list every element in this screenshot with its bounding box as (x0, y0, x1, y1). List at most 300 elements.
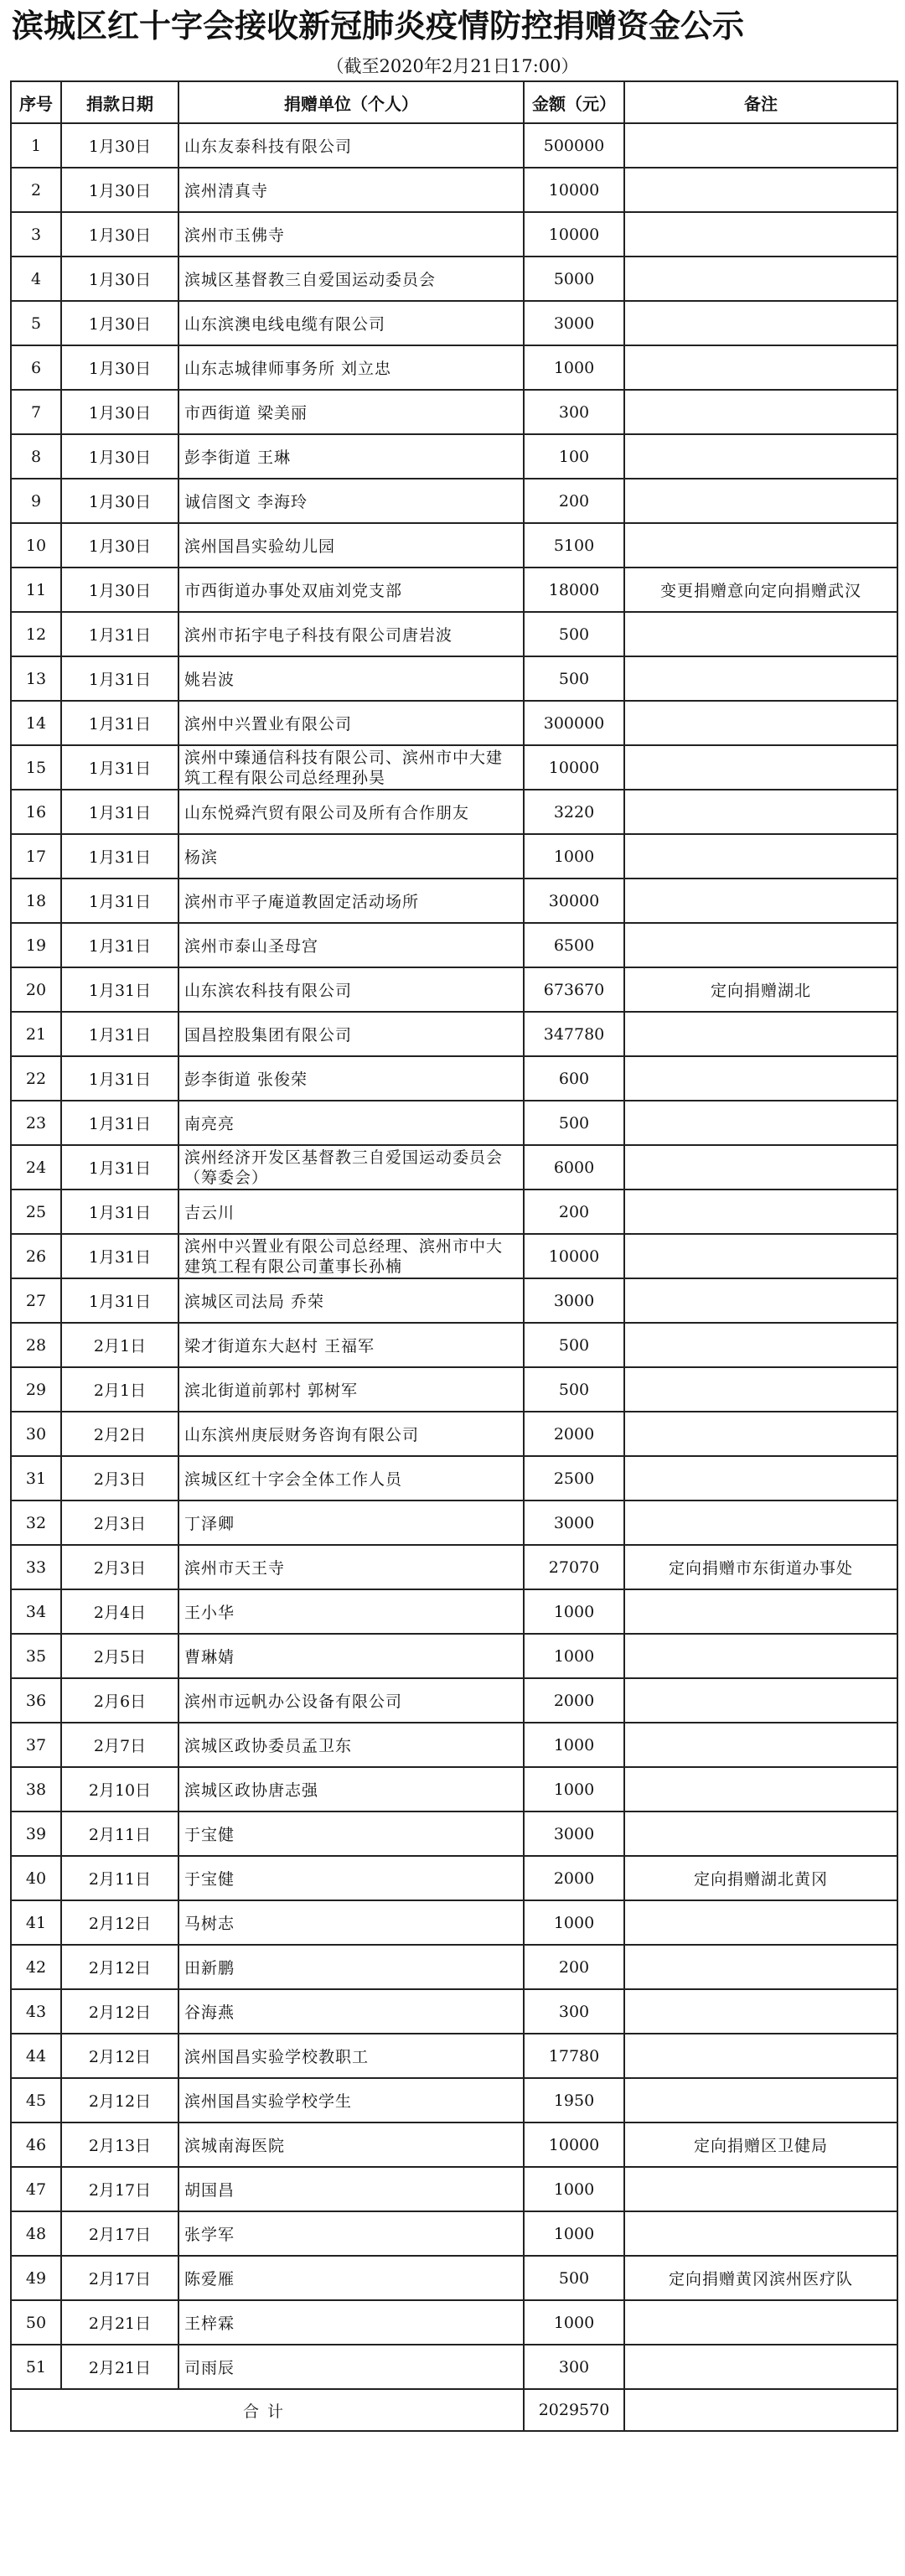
row-note (624, 1900, 897, 1945)
row-note (624, 1190, 897, 1234)
table-row (11, 2300, 897, 2345)
row-date: 2月5日 (61, 1634, 178, 1678)
row-donor: 田新鹏 (178, 1945, 524, 1989)
row-date: 2月1日 (61, 1323, 178, 1367)
row-amount: 10000 (524, 1234, 624, 1278)
row-donor: 滨州中臻通信科技有限公司、滨州市中大建筑工程有限公司总经理孙昊 (178, 745, 524, 790)
row-donor: 国昌控股集团有限公司 (178, 1012, 524, 1056)
row-number: 38 (11, 1767, 61, 1811)
row-note (624, 345, 897, 390)
row-number: 18 (11, 879, 61, 923)
table-row (11, 1634, 897, 1678)
row-donor: 滨州市拓宇电子科技有限公司唐岩波 (178, 612, 524, 656)
row-amount: 10000 (524, 2122, 624, 2167)
row-note: 定向捐赠湖北 (624, 967, 897, 1012)
row-date: 2月3日 (61, 1456, 178, 1501)
row-number: 49 (11, 2256, 61, 2300)
row-date: 2月12日 (61, 1900, 178, 1945)
row-amount: 3000 (524, 1811, 624, 1856)
row-date: 1月31日 (61, 1145, 178, 1190)
row-number: 17 (11, 834, 61, 879)
row-number: 32 (11, 1501, 61, 1545)
row-donor: 张学军 (178, 2211, 524, 2256)
table-body (11, 123, 897, 2389)
row-date: 1月31日 (61, 1190, 178, 1234)
row-donor: 杨滨 (178, 834, 524, 879)
row-amount: 3000 (524, 1501, 624, 1545)
row-amount: 500 (524, 612, 624, 656)
row-note (624, 2211, 897, 2256)
row-date: 1月31日 (61, 967, 178, 1012)
table-row (11, 1811, 897, 1856)
table-row (11, 2256, 897, 2300)
row-number: 33 (11, 1545, 61, 1589)
row-amount: 1000 (524, 2167, 624, 2211)
table-row (11, 1234, 897, 1278)
row-date: 1月30日 (61, 434, 178, 479)
row-donor: 胡国昌 (178, 2167, 524, 2211)
row-amount: 500 (524, 1323, 624, 1367)
row-date: 2月3日 (61, 1545, 178, 1589)
table-row (11, 2167, 897, 2211)
row-date: 1月30日 (61, 123, 178, 168)
table-row (11, 1900, 897, 1945)
table-row (11, 1323, 897, 1367)
row-date: 1月31日 (61, 656, 178, 701)
row-number: 46 (11, 2122, 61, 2167)
row-date: 2月3日 (61, 1501, 178, 1545)
table-row (11, 568, 897, 612)
table-row (11, 701, 897, 745)
row-date: 1月31日 (61, 1056, 178, 1101)
row-note (624, 123, 897, 168)
row-note: 定向捐赠黄冈滨州医疗队 (624, 2256, 897, 2300)
row-donor: 滨州市泰山圣母宫 (178, 923, 524, 967)
row-number: 27 (11, 1278, 61, 1323)
row-donor: 滨城区司法局 乔荣 (178, 1278, 524, 1323)
row-date: 1月30日 (61, 212, 178, 257)
row-note: 变更捐赠意向定向捐赠武汉 (624, 568, 897, 612)
row-date: 1月30日 (61, 168, 178, 212)
row-number: 21 (11, 1012, 61, 1056)
row-donor: 滨城区红十字会全体工作人员 (178, 1456, 524, 1501)
table-row (11, 1456, 897, 1501)
row-number: 37 (11, 1723, 61, 1767)
table-row (11, 1056, 897, 1101)
row-donor: 滨州市远帆办公设备有限公司 (178, 1678, 524, 1723)
row-number: 25 (11, 1190, 61, 1234)
row-amount: 3000 (524, 1278, 624, 1323)
table-row (11, 345, 897, 390)
row-number: 8 (11, 434, 61, 479)
row-number: 10 (11, 523, 61, 568)
table-row (11, 745, 897, 790)
row-number: 31 (11, 1456, 61, 1501)
table-row (11, 2078, 897, 2122)
row-number: 51 (11, 2345, 61, 2389)
row-number: 12 (11, 612, 61, 656)
table-row (11, 257, 897, 301)
table-row (11, 434, 897, 479)
row-note (624, 1767, 897, 1811)
row-date: 1月30日 (61, 523, 178, 568)
row-note: 定向捐赠区卫健局 (624, 2122, 897, 2167)
row-donor: 山东滨州庚辰财务咨询有限公司 (178, 1412, 524, 1456)
row-number: 43 (11, 1989, 61, 2034)
row-number: 5 (11, 301, 61, 345)
table-row (11, 1501, 897, 1545)
row-donor: 滨州市天王寺 (178, 1545, 524, 1589)
row-note (624, 301, 897, 345)
row-date: 2月7日 (61, 1723, 178, 1767)
row-donor: 司雨辰 (178, 2345, 524, 2389)
row-note (624, 701, 897, 745)
row-note: 定向捐赠湖北黄冈 (624, 1856, 897, 1900)
row-note (624, 1501, 897, 1545)
row-number: 22 (11, 1056, 61, 1101)
row-number: 14 (11, 701, 61, 745)
row-amount: 1000 (524, 1900, 624, 1945)
row-donor: 山东志城律师事务所 刘立忠 (178, 345, 524, 390)
row-donor: 王梓霖 (178, 2300, 524, 2345)
row-donor: 滨城南海医院 (178, 2122, 524, 2167)
row-donor: 山东滨农科技有限公司 (178, 967, 524, 1012)
row-donor: 诚信图文 李海玲 (178, 479, 524, 523)
table-row (11, 2345, 897, 2389)
row-amount: 2000 (524, 1856, 624, 1900)
row-amount: 1000 (524, 2300, 624, 2345)
table-row (11, 1856, 897, 1900)
row-note (624, 923, 897, 967)
table-row (11, 1989, 897, 2034)
row-donor: 山东友泰科技有限公司 (178, 123, 524, 168)
header-date: 捐款日期 (61, 81, 178, 123)
row-date: 2月21日 (61, 2345, 178, 2389)
row-note (624, 1456, 897, 1501)
row-donor: 曹琳婧 (178, 1634, 524, 1678)
row-donor: 滨州清真寺 (178, 168, 524, 212)
row-amount: 10000 (524, 212, 624, 257)
row-donor: 滨北街道前郭村 郭树军 (178, 1367, 524, 1412)
row-note (624, 1945, 897, 1989)
table-row (11, 479, 897, 523)
row-number: 11 (11, 568, 61, 612)
row-date: 2月12日 (61, 2078, 178, 2122)
row-note (624, 523, 897, 568)
row-note (624, 1367, 897, 1412)
table-row (11, 523, 897, 568)
row-note (624, 1412, 897, 1456)
row-number: 20 (11, 967, 61, 1012)
row-date: 2月17日 (61, 2256, 178, 2300)
row-donor: 姚岩波 (178, 656, 524, 701)
row-number: 40 (11, 1856, 61, 1900)
row-donor: 南亮亮 (178, 1101, 524, 1145)
row-note (624, 612, 897, 656)
row-note (624, 1234, 897, 1278)
row-date: 2月4日 (61, 1589, 178, 1634)
row-number: 16 (11, 790, 61, 834)
row-amount: 10000 (524, 745, 624, 790)
row-note (624, 2078, 897, 2122)
row-note (624, 479, 897, 523)
donation-table (10, 80, 898, 2432)
row-amount: 1000 (524, 1767, 624, 1811)
table-row (11, 168, 897, 212)
row-donor: 滨城区政协委员孟卫东 (178, 1723, 524, 1767)
table-row (11, 2034, 897, 2078)
table-row (11, 301, 897, 345)
table-row (11, 1767, 897, 1811)
row-date: 2月13日 (61, 2122, 178, 2167)
row-amount: 347780 (524, 1012, 624, 1056)
table-row (11, 2211, 897, 2256)
row-note (624, 2034, 897, 2078)
row-amount: 6500 (524, 923, 624, 967)
row-number: 41 (11, 1900, 61, 1945)
row-amount: 3000 (524, 301, 624, 345)
row-amount: 2000 (524, 1678, 624, 1723)
row-date: 1月31日 (61, 701, 178, 745)
row-donor: 滨城区政协唐志强 (178, 1767, 524, 1811)
table-row (11, 1412, 897, 1456)
row-amount: 300 (524, 1989, 624, 2034)
row-date: 1月31日 (61, 612, 178, 656)
row-note (624, 1056, 897, 1101)
row-number: 28 (11, 1323, 61, 1367)
row-number: 2 (11, 168, 61, 212)
table-row (11, 612, 897, 656)
row-number: 42 (11, 1945, 61, 1989)
row-amount: 1950 (524, 2078, 624, 2122)
row-donor: 滨城区基督教三自爱国运动委员会 (178, 257, 524, 301)
row-date: 2月12日 (61, 1945, 178, 1989)
row-number: 29 (11, 1367, 61, 1412)
row-number: 26 (11, 1234, 61, 1278)
row-number: 15 (11, 745, 61, 790)
table-row (11, 212, 897, 257)
row-date: 1月31日 (61, 790, 178, 834)
row-amount: 600 (524, 1056, 624, 1101)
table-row (11, 1367, 897, 1412)
row-date: 1月31日 (61, 1278, 178, 1323)
row-note: 定向捐赠市东街道办事处 (624, 1545, 897, 1589)
row-note (624, 1634, 897, 1678)
row-amount: 1000 (524, 834, 624, 879)
row-number: 45 (11, 2078, 61, 2122)
row-number: 3 (11, 212, 61, 257)
table-row (11, 656, 897, 701)
row-note (624, 257, 897, 301)
row-note (624, 434, 897, 479)
row-date: 2月11日 (61, 1811, 178, 1856)
row-donor: 滨州中兴置业有限公司 (178, 701, 524, 745)
row-note (624, 1145, 897, 1190)
row-date: 1月31日 (61, 1234, 178, 1278)
table-row (11, 1012, 897, 1056)
row-donor: 市西街道 梁美丽 (178, 390, 524, 434)
row-date: 1月31日 (61, 879, 178, 923)
row-date: 1月31日 (61, 923, 178, 967)
row-note (624, 2167, 897, 2211)
table-row (11, 1723, 897, 1767)
row-amount: 200 (524, 1190, 624, 1234)
row-amount: 1000 (524, 2211, 624, 2256)
row-amount: 2000 (524, 1412, 624, 1456)
row-amount: 100 (524, 434, 624, 479)
table-row (11, 1190, 897, 1234)
row-donor: 滨州市玉佛寺 (178, 212, 524, 257)
row-donor: 陈爱雁 (178, 2256, 524, 2300)
row-amount: 6000 (524, 1145, 624, 1190)
row-number: 47 (11, 2167, 61, 2211)
row-note (624, 1323, 897, 1367)
row-number: 7 (11, 390, 61, 434)
row-date: 2月12日 (61, 1989, 178, 2034)
row-amount: 673670 (524, 967, 624, 1012)
row-number: 24 (11, 1145, 61, 1190)
row-note (624, 390, 897, 434)
table-row (11, 123, 897, 168)
row-amount: 2500 (524, 1456, 624, 1501)
row-note (624, 168, 897, 212)
header-note: 备注 (624, 81, 897, 123)
row-amount: 17780 (524, 2034, 624, 2078)
row-donor: 市西街道办事处双庙刘党支部 (178, 568, 524, 612)
row-number: 4 (11, 257, 61, 301)
table-row (11, 1145, 897, 1190)
row-date: 1月30日 (61, 479, 178, 523)
row-note (624, 834, 897, 879)
row-amount: 5000 (524, 257, 624, 301)
row-note (624, 1278, 897, 1323)
row-note (624, 879, 897, 923)
row-amount: 1000 (524, 1723, 624, 1767)
table-row (11, 1589, 897, 1634)
header-no: 序号 (11, 81, 61, 123)
table-row (11, 834, 897, 879)
page-title: 滨城区红十字会接收新冠肺炎疫情防控捐赠资金公示 (12, 7, 745, 44)
total-note (624, 2389, 897, 2431)
row-amount: 10000 (524, 168, 624, 212)
row-note (624, 790, 897, 834)
row-donor: 山东滨澳电线电缆有限公司 (178, 301, 524, 345)
table-row (11, 390, 897, 434)
row-note (624, 2300, 897, 2345)
row-date: 2月6日 (61, 1678, 178, 1723)
row-date: 1月30日 (61, 345, 178, 390)
row-amount: 500 (524, 656, 624, 701)
row-amount: 500 (524, 2256, 624, 2300)
table-row (11, 1101, 897, 1145)
row-note (624, 1678, 897, 1723)
table-row (11, 790, 897, 834)
row-date: 2月21日 (61, 2300, 178, 2345)
row-amount: 500000 (524, 123, 624, 168)
row-number: 6 (11, 345, 61, 390)
row-donor: 吉云川 (178, 1190, 524, 1234)
row-amount: 500 (524, 1367, 624, 1412)
row-date: 1月31日 (61, 1101, 178, 1145)
row-amount: 18000 (524, 568, 624, 612)
row-date: 1月31日 (61, 745, 178, 790)
row-note (624, 745, 897, 790)
row-date: 1月30日 (61, 257, 178, 301)
row-number: 44 (11, 2034, 61, 2078)
row-amount: 200 (524, 479, 624, 523)
table-row (11, 879, 897, 923)
total-row (11, 2389, 897, 2431)
row-number: 39 (11, 1811, 61, 1856)
row-date: 1月31日 (61, 1012, 178, 1056)
header-donor: 捐赠单位（个人） (178, 81, 524, 123)
row-amount: 300 (524, 2345, 624, 2389)
row-amount: 5100 (524, 523, 624, 568)
row-donor: 于宝健 (178, 1811, 524, 1856)
table-row (11, 2122, 897, 2167)
row-donor: 丁泽卿 (178, 1501, 524, 1545)
row-note (624, 1989, 897, 2034)
row-date: 2月10日 (61, 1767, 178, 1811)
row-number: 35 (11, 1634, 61, 1678)
row-donor: 滨州市平子庵道教固定活动场所 (178, 879, 524, 923)
row-donor: 彭李街道 张俊荣 (178, 1056, 524, 1101)
row-note (624, 1589, 897, 1634)
row-note (624, 1811, 897, 1856)
row-amount: 1000 (524, 345, 624, 390)
row-amount: 27070 (524, 1545, 624, 1589)
row-date: 1月31日 (61, 834, 178, 879)
row-number: 9 (11, 479, 61, 523)
table-row (11, 923, 897, 967)
row-amount: 200 (524, 1945, 624, 1989)
row-amount: 30000 (524, 879, 624, 923)
row-donor: 山东悦舜汽贸有限公司及所有合作朋友 (178, 790, 524, 834)
row-number: 50 (11, 2300, 61, 2345)
row-number: 13 (11, 656, 61, 701)
row-date: 2月17日 (61, 2167, 178, 2211)
row-donor: 滨州中兴置业有限公司总经理、滨州市中大建筑工程有限公司董事长孙楠 (178, 1234, 524, 1278)
row-number: 30 (11, 1412, 61, 1456)
total-label: 合计 (11, 2389, 524, 2431)
table-row (11, 1545, 897, 1589)
row-number: 36 (11, 1678, 61, 1723)
row-note (624, 1723, 897, 1767)
table-row (11, 1278, 897, 1323)
row-note (624, 212, 897, 257)
row-donor: 彭李街道 王琳 (178, 434, 524, 479)
row-number: 23 (11, 1101, 61, 1145)
row-donor: 马树志 (178, 1900, 524, 1945)
row-note (624, 2345, 897, 2389)
row-number: 48 (11, 2211, 61, 2256)
table-row (11, 1945, 897, 1989)
row-number: 1 (11, 123, 61, 168)
row-amount: 1000 (524, 1634, 624, 1678)
row-note (624, 1012, 897, 1056)
row-date: 2月1日 (61, 1367, 178, 1412)
row-donor: 王小华 (178, 1589, 524, 1634)
row-date: 2月2日 (61, 1412, 178, 1456)
row-number: 34 (11, 1589, 61, 1634)
row-amount: 300 (524, 390, 624, 434)
row-donor: 滨州国昌实验学校教职工 (178, 2034, 524, 2078)
total-amount: 2029570 (524, 2389, 624, 2431)
row-amount: 500 (524, 1101, 624, 1145)
row-date: 2月11日 (61, 1856, 178, 1900)
row-amount: 300000 (524, 701, 624, 745)
row-date: 1月30日 (61, 568, 178, 612)
